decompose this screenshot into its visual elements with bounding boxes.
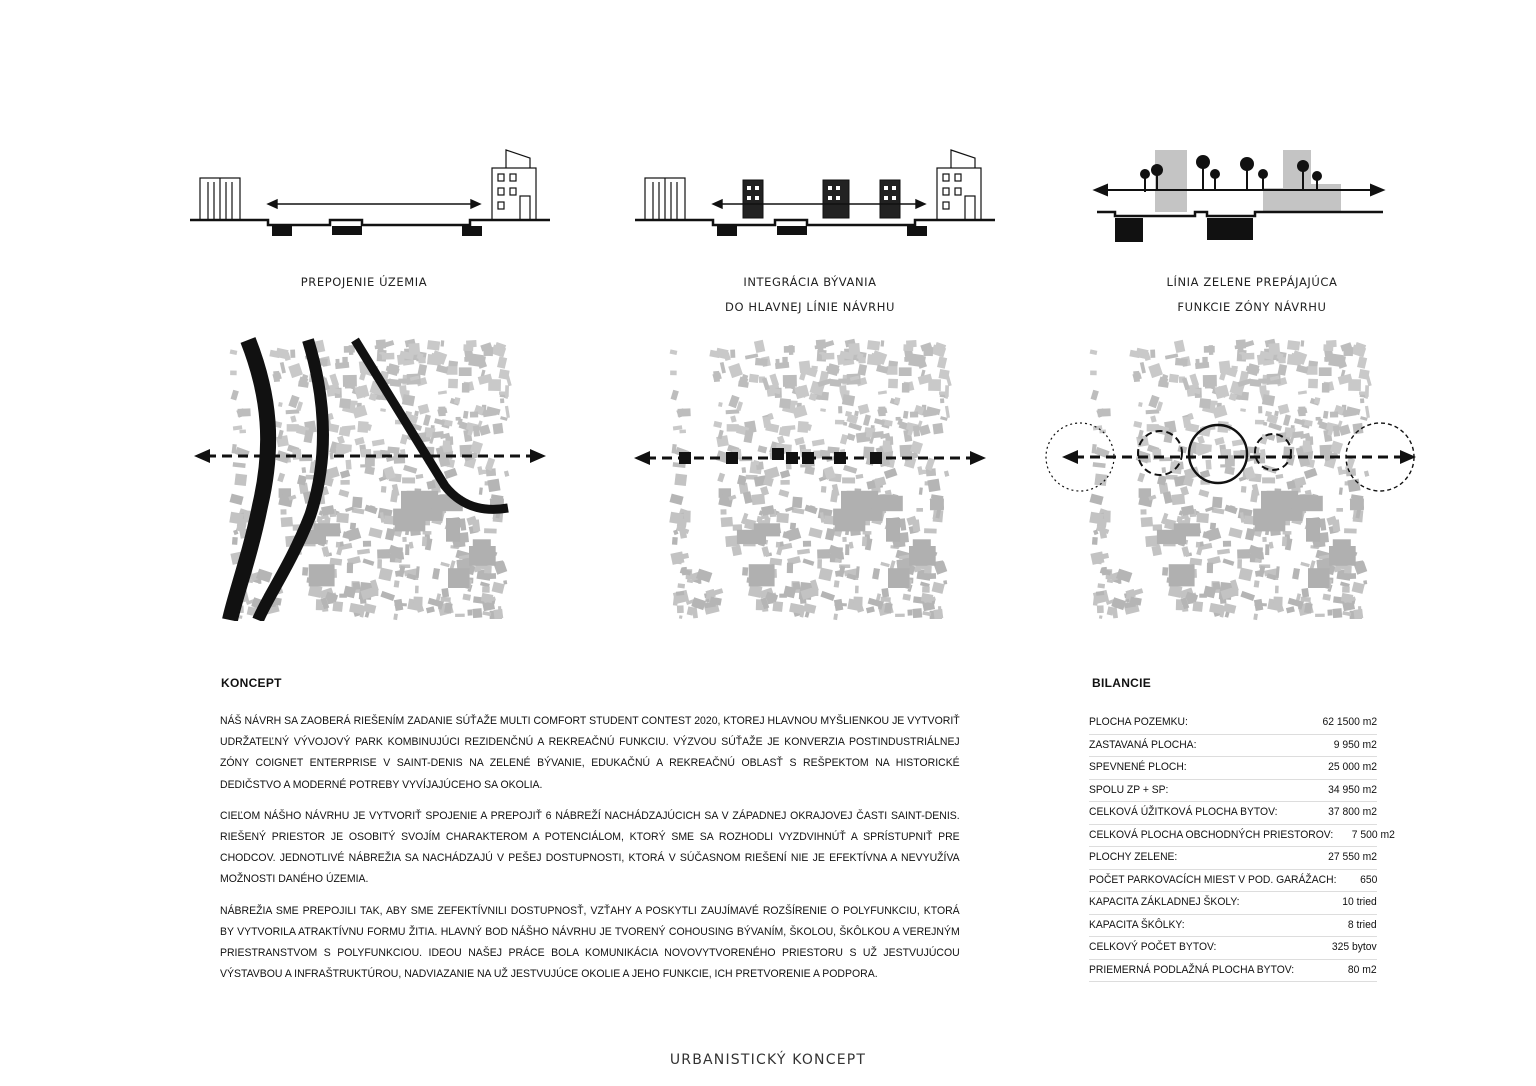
row-label: CELKOVÁ ÚŽITKOVÁ PLOCHA BYTOV:	[1089, 806, 1278, 818]
row-value: 27 550 m2	[1328, 851, 1377, 863]
row-label: KAPACITA ŠKÔLKY:	[1089, 918, 1185, 931]
housing-node-squares	[679, 448, 882, 464]
new-housing-blocks	[743, 180, 900, 218]
row-label: SPOLU ZP + SP:	[1089, 783, 1169, 796]
row-label: PLOCHY ZELENE:	[1089, 851, 1178, 863]
caption-line: INTEGRÁCIA BÝVANIA	[743, 275, 877, 289]
caption-section-1	[214, 270, 514, 295]
bilancie-table	[1089, 712, 1395, 982]
row-value: 10 tried	[1342, 896, 1377, 908]
caption-line: PREPOJENIE ÚZEMIA	[300, 275, 428, 289]
table-row	[1089, 960, 1377, 983]
map-greenery	[1040, 336, 1420, 621]
table-row	[1089, 757, 1377, 780]
row-label: SPEVNENÉ PLOCH:	[1089, 761, 1187, 773]
row-value: 9 950 m2	[1333, 738, 1377, 751]
caption-line: DO HLAVNEJ LÍNIE NÁVRHU	[725, 300, 895, 314]
double-arrow-icon	[268, 200, 480, 208]
row-value: 650	[1359, 873, 1377, 886]
building-left-icon	[645, 178, 685, 220]
koncept-paragraph-1: NÁŠ NÁVRH SA ZAOBERÁ RIEŠENÍM ZADANIE SÚŤAŽE MULTI COMFORT STUDENT CONTEST 2020, KTOREJ HLAVNOU MYŠLIENKOU JE VYTVORIŤ UDRŽATEĽNÝ VÝVOJOVÝ PARK KOMBINUJÚCI REZIDENČNÚ A REKREAČNÚ FUNKCIU. VÝZVOU SÚŤAŽE JE KONVERZIA POSTINDUSTRIÁLNEJ ZÓNY COIGNET ENTERPRISE V SAINT-DENIS NA ZELENÉ BÝVANIE, EDUKAČNÚ A REKREAČNÚ OBLASŤ S REŠPEKTOM NA HISTORICKÉ DEDIČSTVO A MODERNÉ POTREBY VYVÍJAJÚCEHO SA OKOLIA.	[220, 715, 960, 791]
map-connection	[190, 336, 550, 621]
row-label: CELKOVÁ PLOCHA OBCHODNÝCH PRIESTOROV:	[1089, 828, 1334, 841]
row-label: PRIEMERNÁ PODLAŽNÁ PLOCHA BYTOV:	[1089, 963, 1295, 976]
caption-section-3	[1102, 270, 1402, 320]
table-row	[1089, 892, 1377, 915]
row-value: 80 m2	[1348, 963, 1377, 976]
row-label: PLOCHA POZEMKU:	[1089, 716, 1188, 728]
table-row	[1089, 870, 1377, 893]
table-row	[1089, 735, 1377, 758]
building-left-icon	[200, 178, 240, 220]
row-value: 37 800 m2	[1328, 806, 1377, 818]
row-value: 62 1500 m2	[1322, 716, 1377, 728]
building-right-icon	[492, 150, 536, 220]
bilancie-heading: BILANCIE	[1092, 676, 1152, 690]
ground-line	[1097, 212, 1383, 216]
table-row	[1089, 712, 1377, 735]
koncept-body	[220, 711, 960, 995]
row-label: POČET PARKOVACÍCH MIEST V POD. GARÁŽACH:	[1089, 873, 1337, 886]
building-right-icon	[937, 150, 981, 220]
table-row	[1089, 825, 1395, 848]
table-row	[1089, 802, 1377, 825]
koncept-heading: KONCEPT	[221, 676, 282, 690]
table-row	[1089, 937, 1377, 960]
table-row	[1089, 847, 1377, 870]
row-label: CELKOVÝ POČET BYTOV:	[1089, 941, 1217, 953]
row-label: ZASTAVANÁ PLOCHA:	[1089, 738, 1197, 751]
section-diagram-connection	[180, 140, 560, 250]
ground-line	[190, 220, 550, 225]
section-diagram-greenery	[1085, 140, 1395, 250]
table-row	[1089, 915, 1377, 938]
ground-line	[635, 220, 995, 225]
caption-section-2	[660, 270, 960, 320]
section-diagram-housing	[625, 140, 1005, 250]
row-value: 8 tried	[1348, 918, 1377, 931]
row-value: 25 000 m2	[1328, 761, 1377, 773]
row-value: 34 950 m2	[1328, 783, 1377, 796]
map-housing	[630, 336, 990, 621]
row-value: 7 500 m2	[1351, 828, 1395, 841]
caption-line: LÍNIA ZELENE PREPÁJAJÚCA	[1166, 275, 1338, 289]
koncept-paragraph-2: CIEĽOM NÁŠHO NÁVRHU JE VYTVORIŤ SPOJENIE A PREPOJIŤ 6 NÁBREŽÍ NACHÁDZAJÚCICH SA V ZÁPADNEJ OKRAJOVEJ ČASTI SAINT-DENIS. RIEŠENÝ PRIESTOR JE OSOBITÝ SVOJÍM CHARAKTEROM A POTENCIÁLOM, KTORÝ SME SA ROZHODLI VYZDVIHNÚŤ A SPRÍSTUPNIŤ PRE CHODCOV. JEDNOTLIVÉ NÁBREŽIA SA NACHÁDZAJÚ V PEŠEJ DOSTUPNOSTI, KTORÁ V SÚČASNOM RIEŠENÍ NIE JE EFEKTÍVNA A NEVYUŽÍVA MOŽNOSTI DANÉHO ÚZEMIA.	[220, 809, 960, 886]
row-label: KAPACITA ZÁKLADNEJ ŠKOLY:	[1089, 896, 1240, 908]
city-blocks	[669, 339, 951, 620]
footer-title: URBANISTICKÝ KONCEPT	[669, 1052, 867, 1068]
row-value: 325 bytov	[1332, 941, 1377, 953]
koncept-paragraph-3: NÁBREŽIA SME PREPOJILI TAK, ABY SME ZEFEKTÍVNILI DOSTUPNOSŤ, VZŤAHY A POSKYTLI ZAUJÍMAVÉ ROZŠÍRENIE O POLYFUNKCIU, KTORÁ BY VYTVORILA ATRAKTÍVNU FORMU ŽITIA. HLAVNÝ BOD NÁŠHO NÁVRHU JE TVORENÝ COHOUSING BÝVANÍM, ŠKOLOU, ŠKÔLKOU A VEREJNÝM PRIESTRANSTVOM S POLYFUNKCIOU. IDEOU NAŠEJ PRÁCE BOLA KOMUNIKÁCIA NOVOVYTVORENÉHO PRIESTORU S UŽ JESTVUJÚCOU VÝSTAVBOU A INFRAŠTRUKTÚROU, NADVIAZANIE NA UŽ JESTVUJÚCE OKOLIE A JEHO FUNKCIE, ICH PRETVORENIE A PODPORA.	[220, 904, 960, 981]
table-row	[1089, 780, 1377, 803]
caption-line: FUNKCIE ZÓNY NÁVRHU	[1177, 300, 1327, 314]
